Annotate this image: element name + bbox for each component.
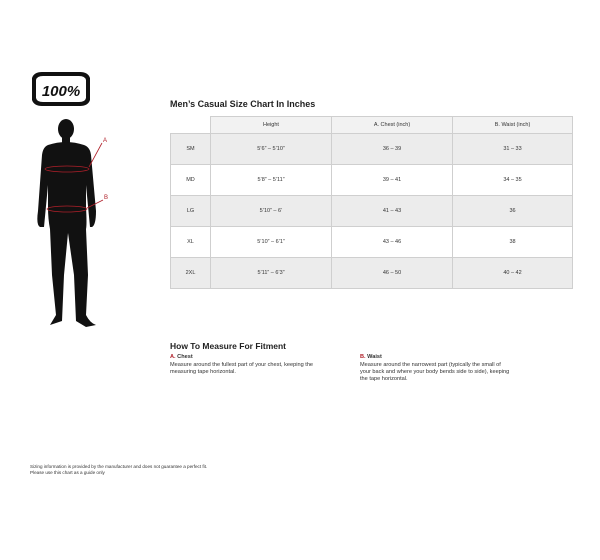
logo-text: 100%: [41, 83, 81, 100]
header-cell-height: Height: [211, 117, 332, 134]
table-row: [171, 258, 573, 289]
waist-text-line: Measure around the narrowest part (typically the small of: [360, 362, 501, 368]
waist-instructions: [360, 354, 520, 383]
chest-heading: [170, 354, 320, 361]
table-row: [171, 227, 573, 258]
chest-label: Chest: [177, 354, 193, 360]
header-cell-waist: B. Waist (inch): [453, 117, 573, 134]
height-cell: 5’11” – 6’3”: [211, 258, 332, 289]
chest-letter: A.: [170, 354, 176, 360]
chest-cell: 43 – 46: [332, 227, 453, 258]
chest-text-line: measuring tape horizontal.: [170, 369, 236, 375]
waist-text-line: the tape horizontal.: [360, 376, 408, 382]
waist-cell: 40 – 42: [453, 258, 573, 289]
height-cell: 5’8” – 5’11”: [211, 165, 332, 196]
chest-cell: 36 – 39: [332, 134, 453, 165]
height-cell: 5’10” – 6’: [211, 196, 332, 227]
size-chart-title: Men’s Casual Size Chart In Inches: [170, 99, 316, 109]
waist-cell: 36: [453, 196, 573, 227]
waist-cell: 34 – 35: [453, 165, 573, 196]
waist-label: Waist: [367, 354, 382, 360]
size-cell: SM: [171, 134, 211, 165]
marker-b-label: B: [104, 195, 109, 201]
chest-cell: 41 – 43: [332, 196, 453, 227]
chest-cell: 46 – 50: [332, 258, 453, 289]
chest-text-line: Measure around the fullest part of your chest, keeping the: [170, 362, 314, 368]
disclaimer-line: Please use this chart as a guide only: [30, 470, 105, 475]
waist-cell: 31 – 33: [453, 134, 573, 165]
disclaimer-line: Sizing information is provided by the manufacturer and does not guarantee a perfect fit.: [30, 464, 208, 469]
height-cell: 5’10” – 6’1”: [211, 227, 332, 258]
waist-cell: 38: [453, 227, 573, 258]
chest-cell: 39 – 41: [332, 165, 453, 196]
size-chart-table: [170, 116, 573, 289]
size-cell: 2XL: [171, 258, 211, 289]
header-cell-size: [171, 117, 211, 134]
body-silhouette: [37, 119, 96, 327]
disclaimer: [30, 464, 207, 476]
table-row: [171, 196, 573, 227]
table-row: [171, 165, 573, 196]
height-cell: 5’6” – 5’10”: [211, 134, 332, 165]
waist-letter: B.: [360, 354, 366, 360]
table-header-row: [171, 117, 573, 134]
header-cell-chest: A. Chest (inch): [332, 117, 453, 134]
body-silhouette-figure: [30, 115, 120, 330]
size-cell: LG: [171, 196, 211, 227]
brand-logo: [30, 70, 92, 108]
marker-a-label: A: [103, 138, 108, 144]
chest-instructions: [170, 354, 320, 376]
size-cell: XL: [171, 227, 211, 258]
table-row: [171, 134, 573, 165]
waist-text-line: your back and where your body bends side to side), keeping: [360, 369, 510, 375]
size-cell: MD: [171, 165, 211, 196]
waist-heading: [360, 354, 520, 361]
measure-section-title: How To Measure For Fitment: [170, 341, 287, 351]
